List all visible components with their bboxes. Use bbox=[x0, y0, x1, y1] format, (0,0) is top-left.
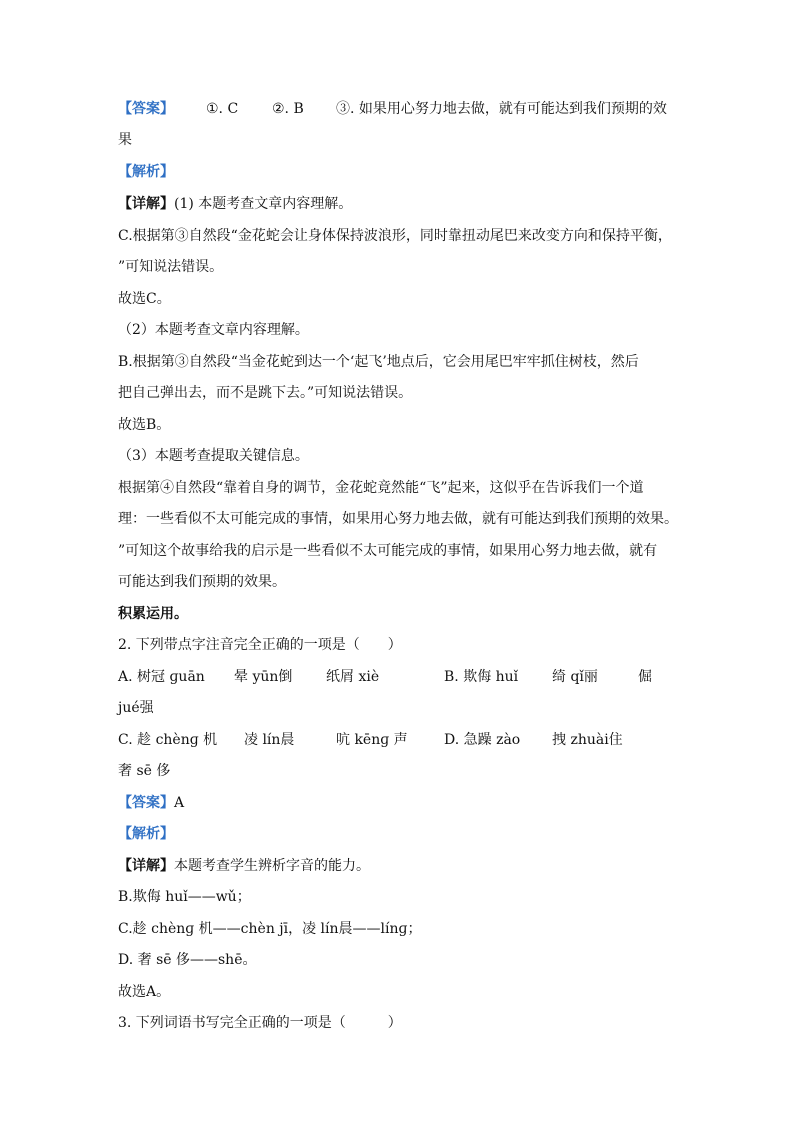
option-a-2: 晕 yūn倒 bbox=[234, 669, 293, 685]
q1-answer-line bbox=[118, 99, 667, 119]
analysis-line-7: 把自己弹出去，而不是跳下去。”可知说法错误。 bbox=[118, 385, 413, 401]
q2-line-3: D. 奢 sē 侈——shē。 bbox=[118, 952, 257, 968]
option-b-3: 倔 bbox=[638, 669, 652, 685]
analysis-line-5: （2）本题考查文章内容理解。 bbox=[118, 322, 309, 338]
q2-stem: 2. 下列带点字注音完全正确的一项是（ ） bbox=[118, 637, 402, 653]
answer-3: ③. 如果用心努力地去做，就有可能达到我们预期的效 bbox=[336, 101, 667, 117]
analysis-line-1 bbox=[118, 194, 352, 214]
q2-answer-line bbox=[118, 793, 184, 813]
analysis-line-2: C.根据第③自然段“金花蛇会让身体保持波浪形，同时靠扭动尾巴来改变方向和保持平衡， bbox=[118, 228, 672, 244]
q2-options-cd bbox=[118, 730, 678, 750]
option-a-3: 纸屑 xiè bbox=[326, 669, 380, 685]
q2-options-ab bbox=[118, 667, 678, 687]
answer-1: ①. C bbox=[206, 101, 239, 117]
analysis-line-4: 故选C。 bbox=[118, 291, 171, 307]
answer-tag: 【答案】 bbox=[118, 795, 174, 811]
analysis-line-10: 根据第④自然段“靠着自身的调节，金花蛇竟然能“飞”起来，这似乎在告诉我们一个道 bbox=[118, 480, 644, 496]
analysis-line-8: 故选B。 bbox=[118, 417, 171, 433]
option-c-1: C. 趁 chènɡ 机 bbox=[118, 732, 218, 748]
option-a-1: A. 树冠 ɡuān bbox=[118, 669, 205, 685]
option-c-2: 凌 lín晨 bbox=[244, 732, 295, 748]
analysis-line-3: ”可知说法错误。 bbox=[118, 259, 224, 275]
section-title: 积累运用。 bbox=[118, 606, 188, 622]
analysis-text: (1) 本题考查文章内容理解。 bbox=[174, 196, 353, 212]
analysis-line-13: 可能达到我们预期的效果。 bbox=[118, 574, 286, 590]
q2-answer: A bbox=[174, 795, 185, 811]
analysis-tag: 【解析】 bbox=[118, 826, 174, 842]
analysis-line-12: ”可知这个故事给我的启示是一些看似不太可能完成的事情，如果用心努力地去做，就有 bbox=[118, 543, 658, 559]
analysis-line-6: B.根据第③自然段“当金花蛇到达一个‘起飞’地点后，它会用尾巴牢牢抓住树枝，然后 bbox=[118, 354, 639, 370]
answer-3-continued: 果 bbox=[118, 132, 132, 148]
option-d-1: D. 急躁 zào bbox=[444, 732, 521, 748]
option-c-3: 吭 kēnɡ 声 bbox=[336, 732, 408, 748]
analysis-line-11: 理：一些看似不太可能完成的事情，如果用心努力地去做，就有可能达到我们预期的效果。 bbox=[118, 511, 678, 527]
q2-line-2: C.趁 chènɡ 机——chèn jī，凌 lín晨——línɡ； bbox=[118, 921, 422, 937]
option-b-2: 绮 qǐ丽 bbox=[552, 669, 598, 685]
q2-detail-line bbox=[118, 856, 370, 876]
detail-tag: 【详解】 bbox=[118, 858, 174, 874]
answer-2: ②. B bbox=[272, 101, 304, 117]
option-b-continued: jué强 bbox=[118, 700, 154, 716]
option-d-continued: 奢 sē 侈 bbox=[118, 763, 171, 779]
answer-tag: 【答案】 bbox=[118, 101, 174, 117]
analysis-line-9: （3）本题考查提取关键信息。 bbox=[118, 448, 309, 464]
q2-detail-text: 本题考查学生辨析字音的能力。 bbox=[174, 858, 370, 874]
option-b-1: B. 欺侮 huǐ bbox=[444, 669, 519, 685]
analysis-tag: 【解析】 bbox=[118, 164, 174, 180]
option-d-2: 拽 zhuài住 bbox=[552, 732, 623, 748]
q2-line-4: 故选A。 bbox=[118, 984, 171, 1000]
detail-tag: 【详解】 bbox=[118, 196, 174, 212]
q2-line-1: B.欺侮 huǐ——wǔ； bbox=[118, 889, 251, 905]
q3-stem: 3. 下列词语书写完全正确的一项是（ ） bbox=[118, 1015, 402, 1031]
